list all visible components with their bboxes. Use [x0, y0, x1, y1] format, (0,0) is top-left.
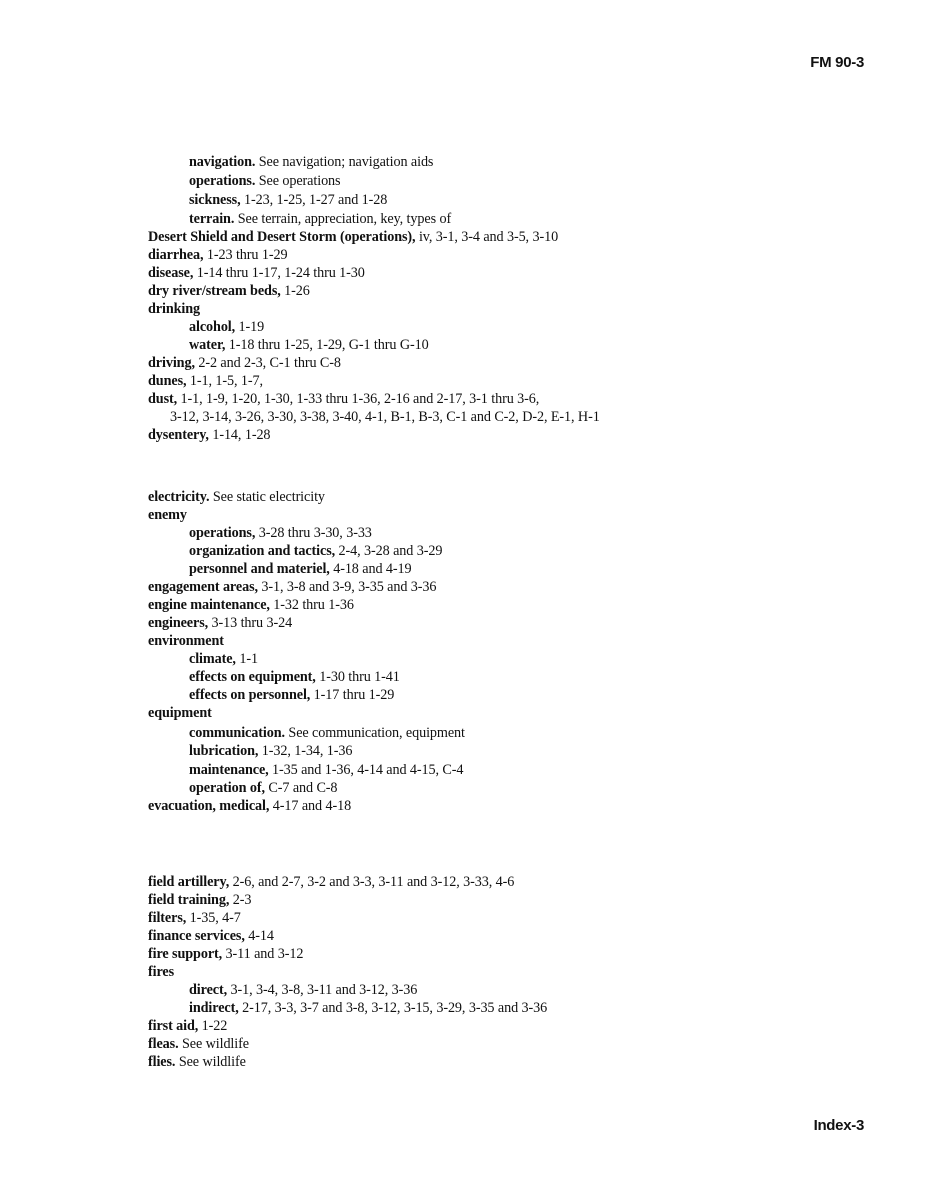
index-entry	[189, 542, 442, 560]
index-entry	[189, 560, 412, 578]
index-entry	[148, 632, 224, 650]
index-ref: See operations	[255, 173, 341, 189]
index-ref: 3-28 thru 3-30, 3-33	[255, 525, 372, 541]
index-ref: See terrain, appreciation, key, types of	[234, 211, 452, 227]
index-entry	[148, 300, 200, 318]
index-entry	[148, 426, 270, 444]
index-entry	[148, 506, 187, 524]
index-ref: 1-19	[235, 319, 265, 335]
index-ref: 1-23, 1-25, 1-27 and 1-28	[240, 192, 388, 208]
index-entry	[189, 524, 372, 542]
index-ref: See wildlife	[175, 1054, 246, 1070]
index-term: engagement areas,	[148, 579, 258, 595]
index-term: organization and tactics,	[189, 543, 336, 559]
index-ref: 3-1, 3-8 and 3-9, 3-35 and 3-36	[257, 579, 437, 595]
index-entry	[148, 927, 274, 945]
index-term: communication.	[189, 725, 285, 741]
index-ref: 1-35, 4-7	[186, 910, 241, 926]
index-ref: iv, 3-1, 3-4 and 3-5, 3-10	[415, 229, 559, 245]
index-entry	[148, 578, 436, 596]
index-term: operations,	[189, 525, 256, 541]
index-term: driving,	[148, 355, 195, 371]
index-entry	[148, 1053, 246, 1071]
index-entry	[148, 228, 558, 246]
index-term: operations.	[189, 173, 256, 189]
index-term: dunes,	[148, 373, 187, 389]
index-entry	[189, 650, 258, 668]
index-ref: 1-23 thru 1-29	[203, 247, 288, 263]
index-ref: 1-32, 1-34, 1-36	[258, 743, 353, 759]
index-term: navigation.	[189, 154, 256, 170]
index-entry	[148, 264, 365, 282]
index-ref: 1-14, 1-28	[208, 427, 271, 443]
index-ref: See wildlife	[178, 1036, 249, 1052]
index-term: field artillery,	[148, 874, 230, 890]
index-ref: 1-32 thru 1-36	[269, 597, 354, 613]
index-entry	[148, 963, 174, 981]
index-ref: 2-6, and 2-7, 3-2 and 3-3, 3-11 and 3-12, 3-33, 4-6	[229, 874, 515, 890]
index-term: finance services,	[148, 928, 245, 944]
index-term: equipment	[148, 705, 212, 721]
index-ref: 1-18 thru 1-25, 1-29, G-1 thru G-10	[225, 337, 429, 353]
index-entry	[148, 246, 287, 264]
index-entry	[189, 742, 352, 760]
index-entry	[148, 372, 263, 390]
index-ref: C-7 and C-8	[264, 780, 338, 796]
index-entry	[148, 596, 354, 614]
index-entry	[148, 354, 341, 372]
index-entry	[148, 909, 241, 927]
index-ref: 3-12, 3-14, 3-26, 3-30, 3-38, 3-40, 4-1, B-1, B-3, C-1 and C-2, D-2, E-1, H-1	[170, 409, 600, 425]
index-term: effects on personnel,	[189, 687, 311, 703]
index-ref: 3-13 thru 3-24	[208, 615, 293, 631]
index-entry	[189, 210, 451, 228]
index-entry	[148, 488, 325, 506]
index-term: terrain.	[189, 211, 235, 227]
index-term: engineers,	[148, 615, 209, 631]
index-term: Desert Shield and Desert Storm (operations),	[148, 229, 416, 245]
index-term: effects on equipment,	[189, 669, 316, 685]
index-ref: See communication, equipment	[284, 725, 465, 741]
index-term: diarrhea,	[148, 247, 204, 263]
index-entry	[189, 318, 264, 336]
index-term: enemy	[148, 507, 187, 523]
index-ref: 3-1, 3-4, 3-8, 3-11 and 3-12, 3-36	[227, 982, 418, 998]
index-entry	[189, 668, 400, 686]
index-term: environment	[148, 633, 224, 649]
index-ref: 1-1, 1-5, 1-7,	[186, 373, 263, 389]
index-entry	[189, 686, 394, 704]
index-term: dysentery,	[148, 427, 209, 443]
index-entry	[189, 724, 465, 742]
index-entry	[148, 945, 303, 963]
index-term: disease,	[148, 265, 194, 281]
index-ref: 1-1	[235, 651, 258, 667]
index-term: indirect,	[189, 1000, 239, 1016]
index-ref: See navigation; navigation aids	[255, 154, 434, 170]
index-entry	[148, 614, 292, 632]
index-entry	[189, 191, 387, 209]
index-term: alcohol,	[189, 319, 236, 335]
index-term: climate,	[189, 651, 236, 667]
index-entry	[148, 390, 539, 408]
index-entry	[148, 1035, 249, 1053]
index-entry	[148, 891, 251, 909]
index-term: evacuation, medical,	[148, 798, 270, 814]
index-term: water,	[189, 337, 226, 353]
index-entry	[189, 999, 547, 1017]
index-entry	[189, 981, 417, 999]
index-entry	[148, 873, 514, 891]
index-entry	[148, 797, 351, 815]
index-term: electricity.	[148, 489, 210, 505]
index-ref: 1-17 thru 1-29	[310, 687, 395, 703]
index-ref: 1-35 and 1-36, 4-14 and 4-15, C-4	[268, 762, 464, 778]
index-ref: 1-1, 1-9, 1-20, 1-30, 1-33 thru 1-36, 2-16 and 2-17, 3-1 thru 3-6,	[177, 391, 540, 407]
index-term: operation of,	[189, 780, 265, 796]
index-entry	[189, 336, 429, 354]
index-ref: See static electricity	[209, 489, 325, 505]
index-term: engine maintenance,	[148, 597, 270, 613]
index-entry	[189, 172, 340, 190]
index-term: personnel and materiel,	[189, 561, 330, 577]
index-entry	[189, 761, 463, 779]
index-ref: 4-18 and 4-19	[329, 561, 412, 577]
page-number: Index-3	[813, 1117, 864, 1134]
index-ref: 2-4, 3-28 and 3-29	[335, 543, 443, 559]
index-term: maintenance,	[189, 762, 269, 778]
index-entry	[189, 779, 337, 797]
index-term: direct,	[189, 982, 228, 998]
index-ref: 4-17 and 4-18	[269, 798, 352, 814]
index-entry	[148, 704, 212, 722]
index-entry	[148, 282, 310, 300]
index-ref: 1-22	[198, 1018, 228, 1034]
index-term: dry river/stream beds,	[148, 283, 281, 299]
index-term: flies.	[148, 1054, 176, 1070]
document-id: FM 90-3	[810, 54, 864, 71]
index-ref: 2-3	[229, 892, 252, 908]
index-term: lubrication,	[189, 743, 259, 759]
index-term: field training,	[148, 892, 230, 908]
index-term: drinking	[148, 301, 201, 317]
index-term: fire support,	[148, 946, 223, 962]
index-term: filters,	[148, 910, 187, 926]
index-ref: 3-11 and 3-12	[222, 946, 304, 962]
index-ref: 4-14	[244, 928, 274, 944]
index-term: fires	[148, 964, 175, 980]
index-ref: 2-17, 3-3, 3-7 and 3-8, 3-12, 3-15, 3-29, 3-35 and 3-36	[238, 1000, 548, 1016]
index-term: sickness,	[189, 192, 241, 208]
index-entry	[189, 153, 433, 171]
index-term: first aid,	[148, 1018, 199, 1034]
index-ref: 2-2 and 2-3, C-1 thru C-8	[194, 355, 341, 371]
index-term: dust,	[148, 391, 178, 407]
index-entry	[148, 1017, 227, 1035]
index-term: fleas.	[148, 1036, 179, 1052]
index-ref: 1-14 thru 1-17, 1-24 thru 1-30	[193, 265, 365, 281]
index-entry-continuation	[170, 408, 600, 426]
index-ref: 1-26	[280, 283, 310, 299]
index-ref: 1-30 thru 1-41	[315, 669, 400, 685]
